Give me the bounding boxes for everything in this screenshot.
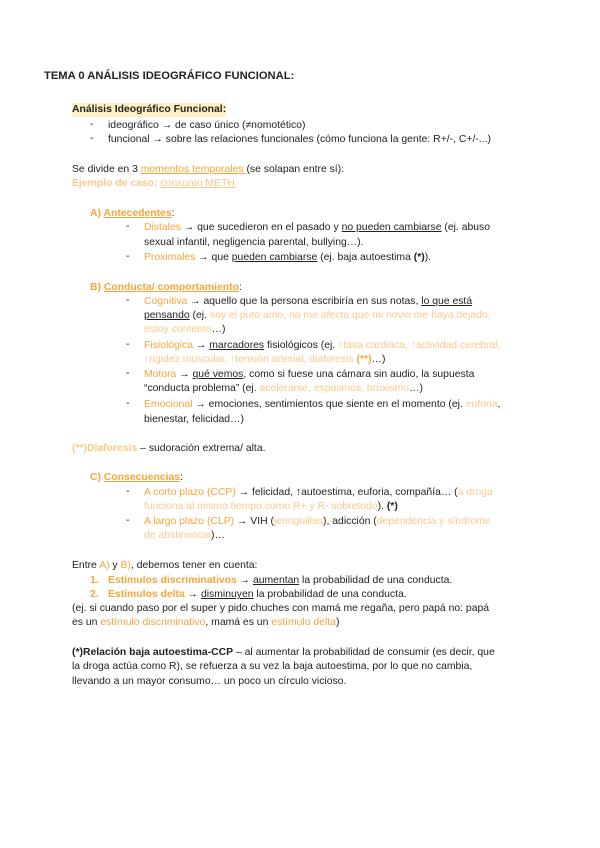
bullet-dash: - xyxy=(126,251,130,262)
entre-line: Entre A) y B), debemos tener en cuenta: xyxy=(72,560,258,571)
divide-line: Se divide en 3 momentos temporales (se solapan entre sí): xyxy=(72,164,345,175)
motora-line: Motora → qué vemos, como si fuese una cámara sin audio, la supuesta xyxy=(144,369,475,380)
consecuencias-heading: C) Consecuencias: xyxy=(90,472,183,483)
bullet-dash: - xyxy=(126,295,130,306)
cognitiva-line: estoy contento…) xyxy=(144,324,226,335)
estimulo-item: 2. Estímulos delta → disminuyen la probabilidad de una conducta. xyxy=(90,589,407,600)
emocional-line: bienestar, felicidad…) xyxy=(144,414,244,425)
motora-line: “conducta problema” (ej. acelerarse, espasmos, bruxismo…) xyxy=(144,383,423,394)
relacion-line: llevando a un mayor consumo… un poco un círculo vicioso. xyxy=(72,676,347,687)
estimulo-item: 1. Estímulos discriminativos → aumentan la probabilidad de una conducta. xyxy=(90,575,453,586)
corto-plazo-line: funciona al mismo tiempo como R+ y R- sobretodo). (*) xyxy=(144,501,398,512)
cognitiva-line: Cognitiva → aquello que la persona escribiría en sus notas, lo que está xyxy=(144,296,473,307)
largo-plazo-line: de abstinencia)… xyxy=(144,530,225,541)
bullet-dash: - xyxy=(126,339,130,350)
relacion-line: (*)Relación baja autoestima-CCP – al aumentar la probabilidad de consumir (es decir, que xyxy=(72,647,495,658)
example-line: Ejemplo de caso: consumo METH xyxy=(72,178,235,189)
fisiologica-line: Fisiológica → marcadores fisiológicos (ej. ↑tasa cardiaca, ↑actividad cerebral, xyxy=(144,340,501,351)
bullet-dash: - xyxy=(126,515,130,526)
bullet-dash: - xyxy=(126,221,130,232)
conducta-heading: B) Conducta/ comportamiento: xyxy=(90,282,242,293)
intro-heading: Análisis Ideográfico Funcional: xyxy=(72,104,227,115)
largo-plazo-line: A largo plazo (CLP) → VIH (jeringuillas), adicción (dependencia y síndrome xyxy=(144,516,491,527)
ejemplo-line: es un estímulo discriminativo, mamá es un estímulo delta) xyxy=(72,617,340,628)
bullet-dash: - xyxy=(126,486,130,497)
bullet-dash: - xyxy=(90,133,94,144)
relacion-line: la droga actúa como R), se refuerza a su vez la baja autoestima, por lo que no cambia, xyxy=(72,661,473,672)
bullet-dash: - xyxy=(90,119,94,130)
emocional-line: Emocional → emociones, sentimientos que siente en el momento (ej. euforia, xyxy=(144,399,501,410)
ejemplo-line: (ej. si cuando paso por el super y pido chuches con mamá me regaña, pero papá no: papá xyxy=(72,603,490,614)
cognitiva-line: pensando (ej. soy el puto amo, no me afecta que mi novio me haya dejado, xyxy=(144,310,491,321)
diaforesis-note: (**)Diaforesis – sudoración extrema/ alta. xyxy=(72,443,266,454)
intro-bullet: ideográfico → de caso único (≠nomotético) xyxy=(108,120,306,131)
intro-bullet: funcional → sobre las relaciones funcionales (cómo funciona la gente: R+/-, C+/-...) xyxy=(108,134,491,145)
fisiologica-line: ↑rigidez muscular, ↑tensión arterial, diaforesis (**)…) xyxy=(144,354,386,365)
distales-line: Distales → que sucedieron en el pasado y no pueden cambiarse (ej. abuso xyxy=(144,222,491,233)
antecedentes-heading: A) Antecedentes: xyxy=(90,208,175,219)
page-title: TEMA 0 ANÁLISIS IDEOGRÁFICO FUNCIONAL: xyxy=(44,70,295,82)
bullet-dash: - xyxy=(126,398,130,409)
proximales-line: Proximales → que pueden cambiarse (ej. baja autoestima (*)). xyxy=(144,252,432,263)
corto-plazo-line: A corto plazo (CCP) → felicidad, ↑autoestima, euforia, compañía… (a droga xyxy=(144,487,493,498)
bullet-dash: - xyxy=(126,368,130,379)
distales-line: sexual infantil, negligencia parental, bullying…). xyxy=(144,237,364,248)
